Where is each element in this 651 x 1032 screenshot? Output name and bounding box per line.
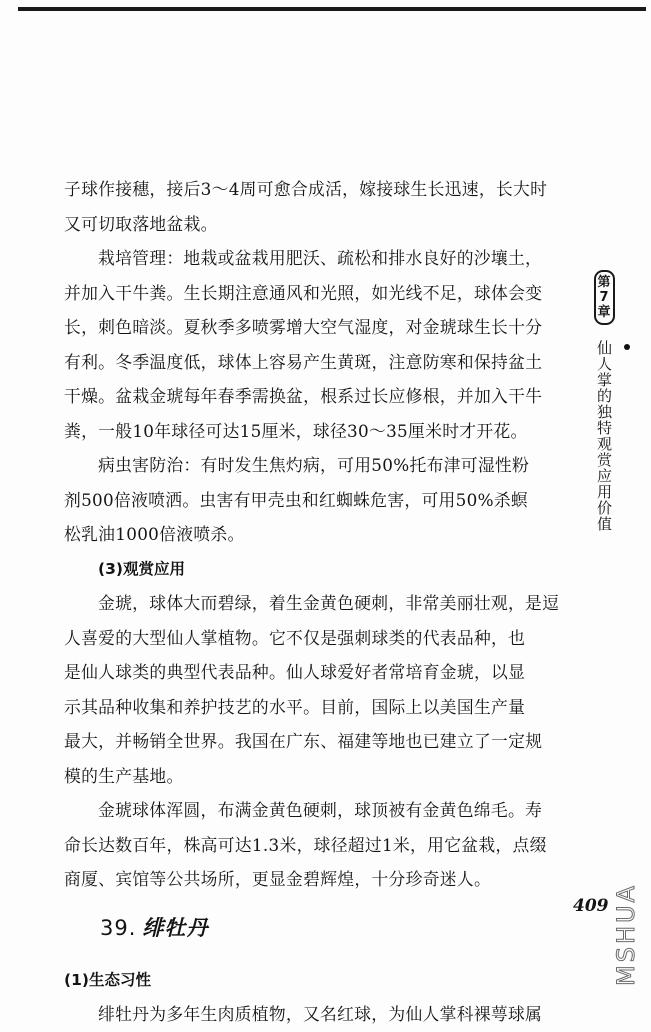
text-line: 粪，一般10年球径可达15厘米，球径30～35厘米时才开花。 <box>64 420 528 441</box>
top-rule <box>18 7 646 11</box>
text-line: 示其品种收集和养护技艺的水平。目前，国际上以美国生产量 <box>64 696 526 717</box>
text-line: 长，刺色暗淡。夏秋季多喷雾增大空气湿度，对金琥球生长十分 <box>64 317 543 337</box>
text-line: 子球作接穗，接后3～4周可愈合成活，嫁接球生长迅速，长大时 <box>64 179 548 199</box>
chapter-label <box>589 270 619 325</box>
text-line: 命长达数百年，株高可达1.3米，球径超过1米，用它盆栽，点缀 <box>64 834 547 855</box>
text-line: 有利。冬季温度低，球体上容易产生黄斑，注意防寒和保持盆土 <box>64 351 543 372</box>
watermark: MSHUA <box>612 883 640 987</box>
chapter-title-vertical: 仙人掌的独特观赏应用价值 <box>595 340 613 532</box>
text-line: 商厦、宾馆等公共场所，更显金碧辉煌，十分珍奇迷人。 <box>64 869 492 889</box>
text-line: 并加入干牛粪。生长期注意通风和光照，如光线不足，球体会变 <box>64 282 543 303</box>
chapter-number: 7 <box>599 290 609 305</box>
chapter-char: 章 <box>597 305 611 320</box>
text-line: 干燥。盆栽金琥每年春季需换盆，根系过长应修根，并加入干牛 <box>64 386 543 406</box>
text-line: 松乳油1000倍液喷杀。 <box>64 524 245 544</box>
chapter-char: 第 <box>597 275 611 290</box>
chapter-badge <box>594 270 615 325</box>
text-line: 是仙人球类的典型代表品种。仙人球爱好者常培育金琥，以显 <box>64 662 526 682</box>
section-heading-ornamental: (3)观赏应用 <box>98 559 185 578</box>
bullet-dot <box>624 344 630 350</box>
text-line: 剂500倍液喷洒。虫害有甲壳虫和红蜘蛛危害，可用50%杀螟 <box>64 489 528 510</box>
page-body <box>64 172 564 1032</box>
text-line: 最大，并畅销全世界。我国在广东、福建等地也已建立了一定规 <box>64 731 543 751</box>
section-heading-ecology: (1)生态习性 <box>64 970 151 989</box>
text-line: 病虫害防治：有时发生焦灼病，可用50%托布津可湿性粉 <box>98 455 530 475</box>
species-title <box>100 911 564 945</box>
text-line: 金琥，球体大而碧绿，着生金黄色硬刺，非常美丽壮观，是逗 <box>98 593 560 613</box>
species-number: 39. <box>100 915 137 940</box>
text-line: 金琥球体浑圆，布满金黄色硬刺，球顶被有金黄色绵毛。寿 <box>98 800 543 820</box>
text-line: 又可切取落地盆栽。 <box>64 213 218 234</box>
text-line: 绯牡丹为多年生肉质植物，又名红球，为仙人掌科裸萼球属 <box>98 1004 543 1024</box>
text-line: 人喜爱的大型仙人掌植物。它不仅是强刺球类的代表品种，也 <box>64 627 526 648</box>
text-line: 栽培管理：地栽或盆栽用肥沃、疏松和排水良好的沙壤土， <box>98 248 543 268</box>
text-line: 模的生产基地。 <box>64 765 184 786</box>
species-name: 绯牡丹 <box>142 914 209 940</box>
page-number: 409 <box>573 896 609 916</box>
